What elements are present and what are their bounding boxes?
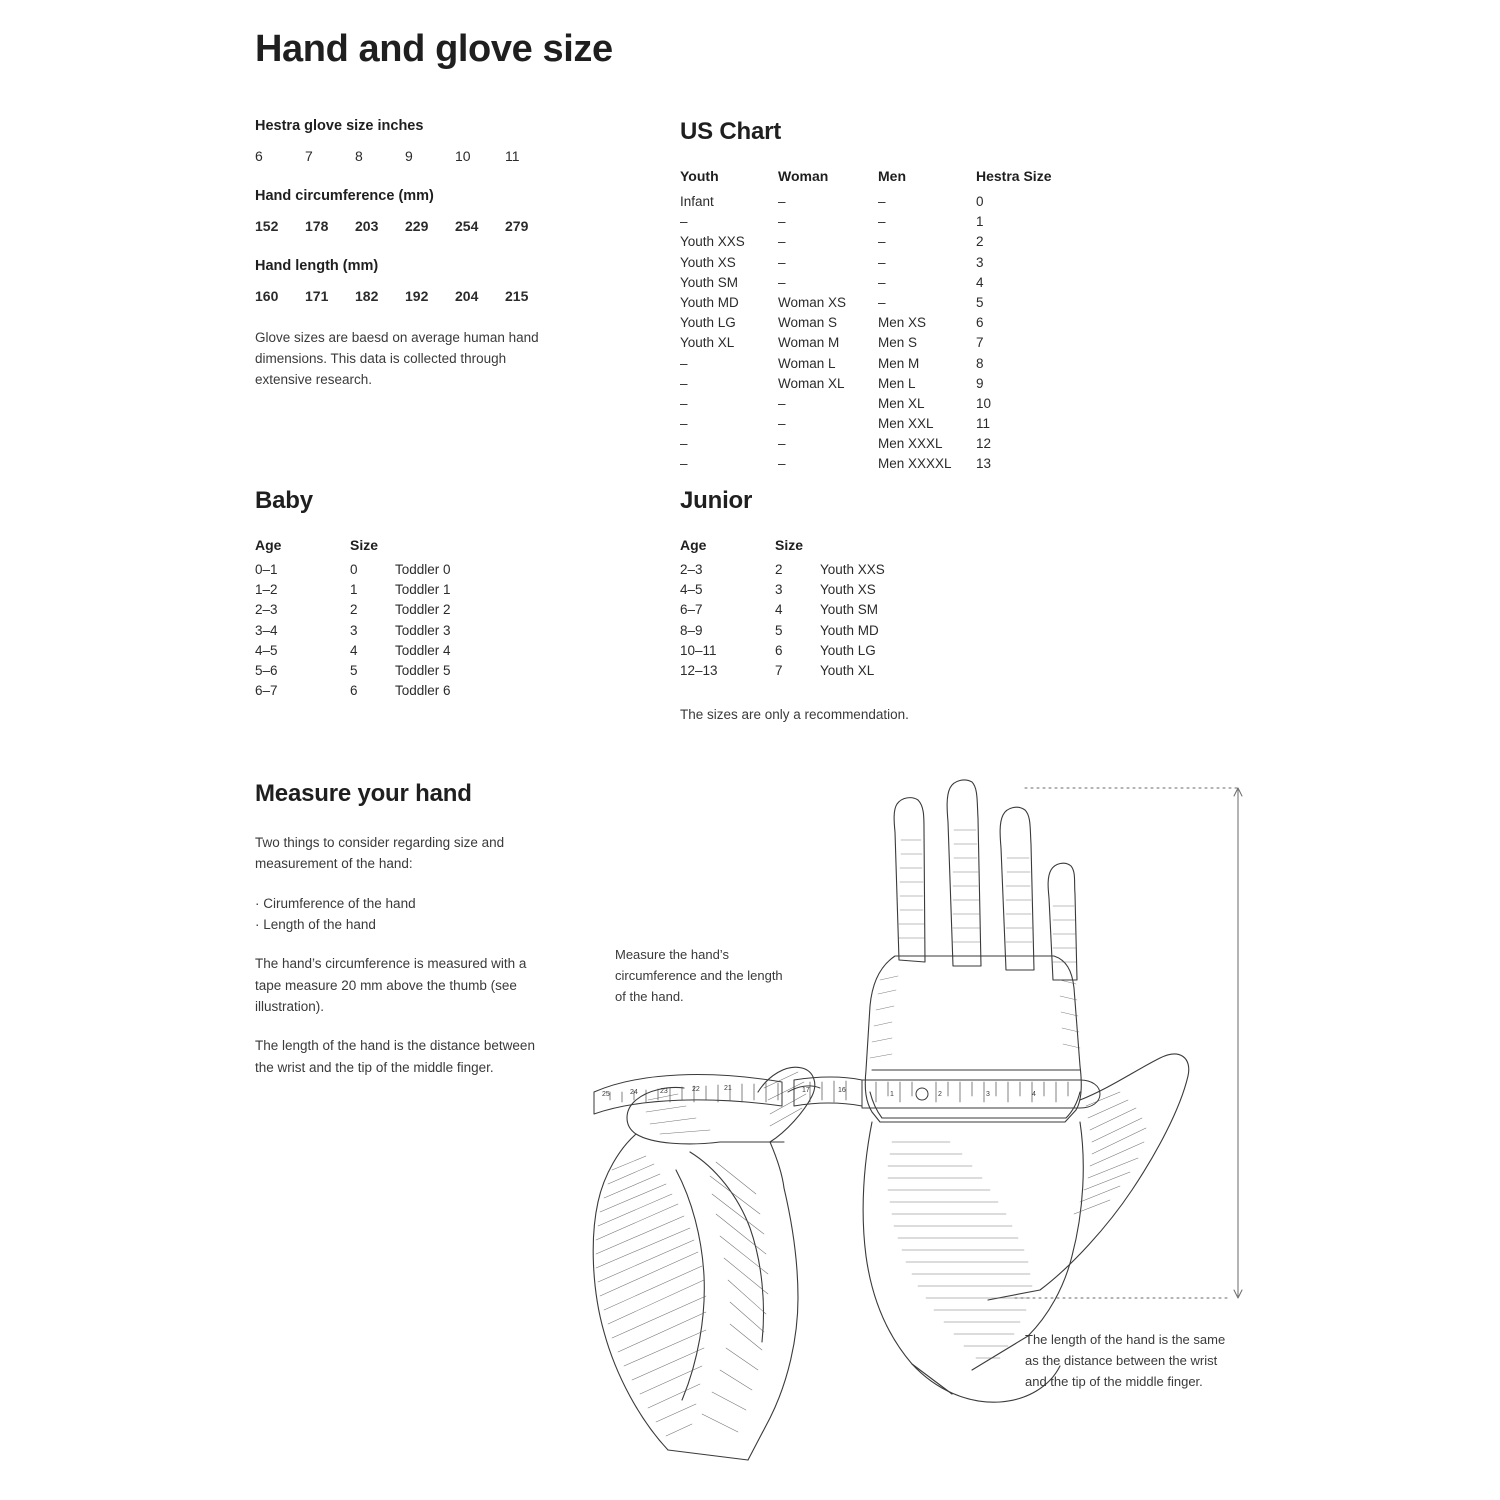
hand-length-label: Hand length (mm) bbox=[255, 258, 379, 274]
cell-youth: – bbox=[680, 456, 688, 472]
column-header-label bbox=[820, 537, 950, 562]
hestra-inches-values bbox=[255, 148, 585, 164]
inch-value: 9 bbox=[405, 148, 413, 164]
cell-age: 4–5 bbox=[680, 582, 703, 598]
length-value: 182 bbox=[355, 288, 379, 304]
cell-men: Men S bbox=[878, 335, 918, 351]
measure-paragraph-length: The length of the hand is the distance between the wrist and the tip of the middle finger. bbox=[255, 1038, 535, 1075]
cell-men: Men XXXL bbox=[878, 436, 943, 452]
junior-note: The sizes are only a recommendation. bbox=[680, 707, 909, 723]
tape-mark: 21 bbox=[724, 1085, 732, 1092]
table-row bbox=[680, 436, 1066, 456]
us-chart-block bbox=[680, 118, 1100, 477]
cell-men: Men XL bbox=[878, 395, 925, 411]
cell-age: 4–5 bbox=[255, 642, 278, 658]
column-header-hestra-size: Hestra Size bbox=[976, 168, 1052, 184]
cell-hestra-size: 6 bbox=[976, 315, 984, 331]
glove-size-note: Glove sizes are baesd on average human hand dimensions. This data is collected through extensive research. bbox=[255, 330, 539, 387]
cell-men: – bbox=[878, 294, 886, 310]
cell-age: 5–6 bbox=[255, 662, 278, 678]
table-row bbox=[680, 234, 1066, 254]
cell-label: Toddler 4 bbox=[395, 642, 451, 658]
cell-size: 4 bbox=[350, 642, 358, 658]
cell-hestra-size: 8 bbox=[976, 355, 984, 371]
tape-mark: 4 bbox=[1032, 1091, 1036, 1098]
cell-label: Toddler 6 bbox=[395, 683, 451, 699]
cell-hestra-size: 5 bbox=[976, 294, 984, 310]
cell-size: 5 bbox=[775, 622, 783, 638]
cell-men: Men XXXXL bbox=[878, 456, 952, 472]
tape-mark: 1 bbox=[890, 1091, 894, 1098]
tape-mark: 25 bbox=[602, 1091, 610, 1098]
cell-size: 2 bbox=[775, 562, 783, 577]
cell-label: Youth LG bbox=[820, 642, 876, 658]
hand-measurement-illustration bbox=[520, 770, 1260, 1470]
bullet-length: · Length of the hand bbox=[255, 916, 376, 932]
cell-label: Toddler 2 bbox=[395, 602, 451, 618]
cell-youth: Infant bbox=[680, 194, 714, 209]
cell-age: 10–11 bbox=[680, 642, 717, 658]
cell-youth: – bbox=[680, 436, 688, 452]
measure-title: Measure your hand bbox=[255, 780, 472, 807]
length-value: 171 bbox=[305, 288, 329, 304]
cell-label: Youth XL bbox=[820, 662, 875, 678]
tape-mark: 16 bbox=[838, 1087, 846, 1094]
table-row bbox=[255, 562, 525, 582]
cell-youth: – bbox=[680, 214, 688, 230]
cell-youth: Youth LG bbox=[680, 315, 736, 331]
cell-label: Youth SM bbox=[820, 602, 879, 618]
table-row bbox=[680, 416, 1066, 436]
hestra-metric-block bbox=[255, 118, 585, 391]
measure-paragraph-circumference: The hand’s circumference is measured with a tape measure 20 mm above the thumb (see illustration). bbox=[255, 956, 527, 1014]
tape-mark: 2 bbox=[938, 1091, 942, 1098]
circumference-value: 178 bbox=[305, 218, 329, 234]
cell-age: 0–1 bbox=[255, 562, 278, 577]
cell-men: Men L bbox=[878, 375, 916, 391]
hand-circumference-values bbox=[255, 218, 585, 234]
cell-youth: – bbox=[680, 375, 688, 391]
cell-woman: – bbox=[778, 194, 786, 209]
cell-hestra-size: 12 bbox=[976, 436, 992, 452]
cell-youth: Youth SM bbox=[680, 274, 739, 290]
cell-woman: – bbox=[778, 395, 786, 411]
column-header-youth: Youth bbox=[680, 168, 719, 184]
cell-label: Youth XS bbox=[820, 582, 876, 598]
table-row bbox=[680, 602, 950, 622]
inch-value: 11 bbox=[505, 148, 520, 164]
tape-mark: 17 bbox=[802, 1087, 810, 1094]
junior-table bbox=[680, 537, 950, 683]
table-row bbox=[255, 663, 525, 683]
caption-length: The length of the hand is the same as the distance between the wrist and the tip of the middle finger. bbox=[1025, 1332, 1226, 1389]
cell-youth: – bbox=[680, 416, 688, 432]
hand-drawing bbox=[520, 770, 1260, 1470]
inch-value: 6 bbox=[255, 148, 263, 164]
inch-value: 8 bbox=[355, 148, 363, 164]
cell-size: 3 bbox=[350, 622, 358, 638]
cell-men: – bbox=[878, 214, 886, 230]
circumference-value: 203 bbox=[355, 218, 379, 234]
length-value: 204 bbox=[455, 288, 479, 304]
cell-youth: – bbox=[680, 395, 688, 411]
cell-hestra-size: 9 bbox=[976, 375, 984, 391]
us-chart-title: US Chart bbox=[680, 118, 782, 145]
cell-label: Toddler 0 bbox=[395, 562, 451, 577]
cell-youth: Youth XXS bbox=[680, 234, 745, 250]
cell-youth: Youth MD bbox=[680, 294, 739, 310]
table-row bbox=[680, 214, 1066, 234]
cell-size: 1 bbox=[350, 582, 358, 598]
cell-age: 1–2 bbox=[255, 582, 278, 598]
cell-label: Toddler 1 bbox=[395, 582, 451, 598]
caption-circumference: Measure the hand’s circumference and the length of the hand. bbox=[615, 947, 783, 1004]
cell-age: 2–3 bbox=[680, 562, 703, 577]
cell-age: 6–7 bbox=[680, 602, 703, 618]
cell-woman: Woman S bbox=[778, 315, 838, 331]
us-chart-table bbox=[680, 168, 1066, 477]
cell-men: – bbox=[878, 234, 886, 250]
cell-woman: – bbox=[778, 456, 786, 472]
tape-mark: 24 bbox=[630, 1089, 638, 1096]
circumference-value: 254 bbox=[455, 218, 479, 234]
table-header-row bbox=[255, 537, 525, 562]
column-header-woman: Woman bbox=[778, 168, 829, 184]
table-row bbox=[680, 663, 950, 683]
cell-age: 6–7 bbox=[255, 683, 278, 699]
table-row bbox=[680, 255, 1066, 275]
length-value: 160 bbox=[255, 288, 279, 304]
cell-woman: – bbox=[778, 214, 786, 230]
cell-size: 6 bbox=[775, 642, 783, 658]
column-header-size: Size bbox=[775, 537, 804, 553]
page-title: Hand and glove size bbox=[255, 28, 613, 70]
circumference-value: 229 bbox=[405, 218, 429, 234]
circumference-value: 279 bbox=[505, 218, 529, 234]
cell-hestra-size: 11 bbox=[976, 416, 991, 432]
cell-age: 12–13 bbox=[680, 662, 718, 678]
cell-age: 8–9 bbox=[680, 622, 703, 638]
table-row bbox=[680, 562, 950, 582]
cell-label: Youth XXS bbox=[820, 562, 885, 577]
table-row bbox=[680, 643, 950, 663]
table-row bbox=[255, 582, 525, 602]
table-row bbox=[680, 623, 950, 643]
cell-youth: Youth XS bbox=[680, 254, 736, 270]
table-row bbox=[680, 396, 1066, 416]
column-header-age: Age bbox=[255, 537, 282, 553]
cell-men: – bbox=[878, 274, 886, 290]
table-row bbox=[255, 602, 525, 622]
cell-men: Men M bbox=[878, 355, 920, 371]
table-row bbox=[680, 194, 1066, 214]
cell-size: 3 bbox=[775, 582, 783, 598]
measure-intro: Two things to consider regarding size and measurement of the hand: bbox=[255, 835, 505, 872]
cell-men: – bbox=[878, 194, 886, 209]
cell-youth: – bbox=[680, 355, 688, 371]
cell-woman: Woman M bbox=[778, 335, 840, 351]
cell-size: 2 bbox=[350, 602, 358, 618]
cell-size: 5 bbox=[350, 662, 358, 678]
hestra-inches-label: Hestra glove size inches bbox=[255, 118, 424, 134]
tape-mark: 3 bbox=[986, 1091, 990, 1098]
column-header-age: Age bbox=[680, 537, 707, 553]
cell-hestra-size: 10 bbox=[976, 395, 992, 411]
tape-mark: 23 bbox=[660, 1088, 668, 1095]
measure-bullets bbox=[255, 893, 545, 936]
table-row bbox=[255, 683, 525, 703]
cell-woman: Woman XL bbox=[778, 375, 845, 391]
cell-woman: – bbox=[778, 234, 786, 250]
table-row bbox=[680, 456, 1066, 476]
cell-hestra-size: 3 bbox=[976, 254, 984, 270]
cell-label: Youth MD bbox=[820, 622, 879, 638]
cell-men: Men XS bbox=[878, 315, 927, 331]
table-row bbox=[255, 643, 525, 663]
table-row bbox=[680, 335, 1066, 355]
baby-block bbox=[255, 487, 585, 703]
table-row bbox=[680, 275, 1066, 295]
length-value: 215 bbox=[505, 288, 529, 304]
cell-woman: – bbox=[778, 416, 786, 432]
cell-men: Men XXL bbox=[878, 416, 934, 432]
column-header-size: Size bbox=[350, 537, 379, 553]
hand-length-values bbox=[255, 288, 585, 304]
baby-table bbox=[255, 537, 525, 703]
length-value: 192 bbox=[405, 288, 429, 304]
cell-woman: – bbox=[778, 274, 786, 290]
bullet-circumference: · Cirumference of the hand bbox=[255, 895, 416, 911]
cell-woman: Woman XS bbox=[778, 294, 847, 310]
column-header-men: Men bbox=[878, 168, 906, 184]
table-row bbox=[680, 376, 1066, 396]
cell-label: Toddler 5 bbox=[395, 662, 451, 678]
tape-mark: 22 bbox=[692, 1086, 700, 1093]
length-dimension-guide bbox=[1015, 788, 1242, 1298]
cell-youth: Youth XL bbox=[680, 335, 735, 351]
cell-hestra-size: 0 bbox=[976, 194, 984, 209]
table-header-row bbox=[680, 537, 950, 562]
cell-woman: – bbox=[778, 436, 786, 452]
cell-size: 0 bbox=[350, 562, 358, 577]
column-header-label bbox=[395, 537, 525, 562]
cell-size: 7 bbox=[775, 662, 783, 678]
table-row bbox=[680, 356, 1066, 376]
table-header-row bbox=[680, 168, 1066, 194]
cell-men: – bbox=[878, 254, 886, 270]
cell-hestra-size: 1 bbox=[976, 214, 984, 230]
cell-age: 3–4 bbox=[255, 622, 278, 638]
junior-title: Junior bbox=[680, 487, 753, 514]
table-row bbox=[680, 295, 1066, 315]
baby-title: Baby bbox=[255, 487, 313, 514]
inch-value: 7 bbox=[305, 148, 313, 164]
cell-hestra-size: 4 bbox=[976, 274, 984, 290]
measure-your-hand-block bbox=[255, 780, 545, 1096]
cell-woman: Woman L bbox=[778, 355, 836, 371]
cell-woman: – bbox=[778, 254, 786, 270]
inch-value: 10 bbox=[455, 148, 471, 164]
cell-hestra-size: 13 bbox=[976, 456, 992, 472]
circumference-value: 152 bbox=[255, 218, 279, 234]
cell-hestra-size: 7 bbox=[976, 335, 984, 351]
table-row bbox=[680, 582, 950, 602]
hand-circumference-label: Hand circumference (mm) bbox=[255, 188, 434, 204]
junior-block bbox=[680, 487, 1010, 726]
cell-age: 2–3 bbox=[255, 602, 278, 618]
cell-hestra-size: 2 bbox=[976, 234, 984, 250]
cell-size: 4 bbox=[775, 602, 783, 618]
cell-label: Toddler 3 bbox=[395, 622, 451, 638]
cell-size: 6 bbox=[350, 683, 358, 699]
table-row bbox=[680, 315, 1066, 335]
table-row bbox=[255, 623, 525, 643]
